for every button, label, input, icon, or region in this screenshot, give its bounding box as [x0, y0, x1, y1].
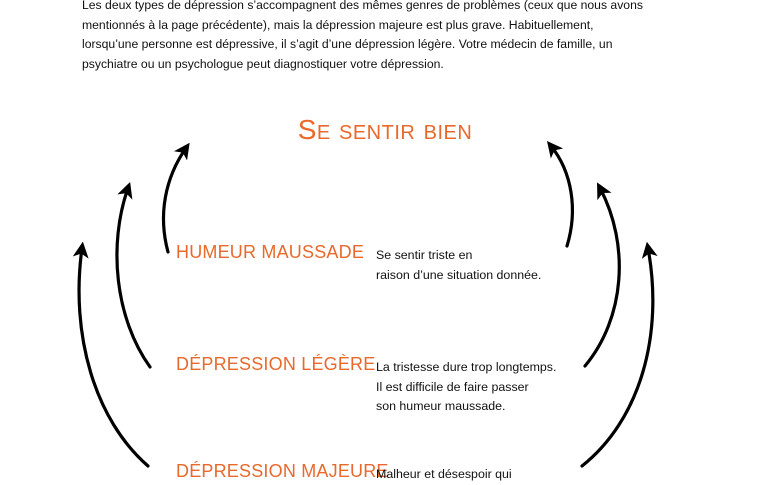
description-line: La tristesse dure trop longtemps. — [376, 360, 557, 374]
level-description-depression-legere — [376, 358, 616, 417]
description-line: Malheur et désespoir qui — [376, 467, 512, 481]
level-label-depression-legere: DÉPRESSION LÉGÈRE — [176, 354, 376, 374]
description-line: Se sentir triste en — [376, 248, 473, 262]
intro-line: psychiatre ou un psychologue peut diagnostiquer votre dépression. — [82, 56, 444, 71]
level-label-depression-majeure: DÉPRESSION MAJEURE — [176, 461, 389, 481]
arrow-left-middle — [117, 188, 150, 367]
arrow-left-inner — [164, 148, 186, 252]
level-description-humeur-maussade — [376, 246, 616, 285]
intro-line: Les deux types de dépression s’accompagnent des mêmes genres de problèmes (ceux que nous avons — [82, 0, 643, 12]
arrow-left-outer — [79, 248, 148, 466]
description-line: raison d’une situation donnée. — [376, 267, 542, 282]
arrow-right-inner — [551, 146, 572, 246]
intro-line: mentionnés à la page précédente), mais la dépression majeure est plus grave. Habituellement, — [82, 17, 594, 32]
intro-line: lorsqu’une personne est dépressive, il s’agit d’une dépression légère. Votre médecin de famille, un — [82, 37, 613, 52]
page-title: Se sentir bien — [297, 114, 473, 145]
description-line: Il est difficile de faire passer — [376, 379, 529, 394]
level-label-humeur-maussade: HUMEUR MAUSSADE — [176, 242, 365, 262]
description-line: son humeur maussade. — [376, 399, 506, 413]
